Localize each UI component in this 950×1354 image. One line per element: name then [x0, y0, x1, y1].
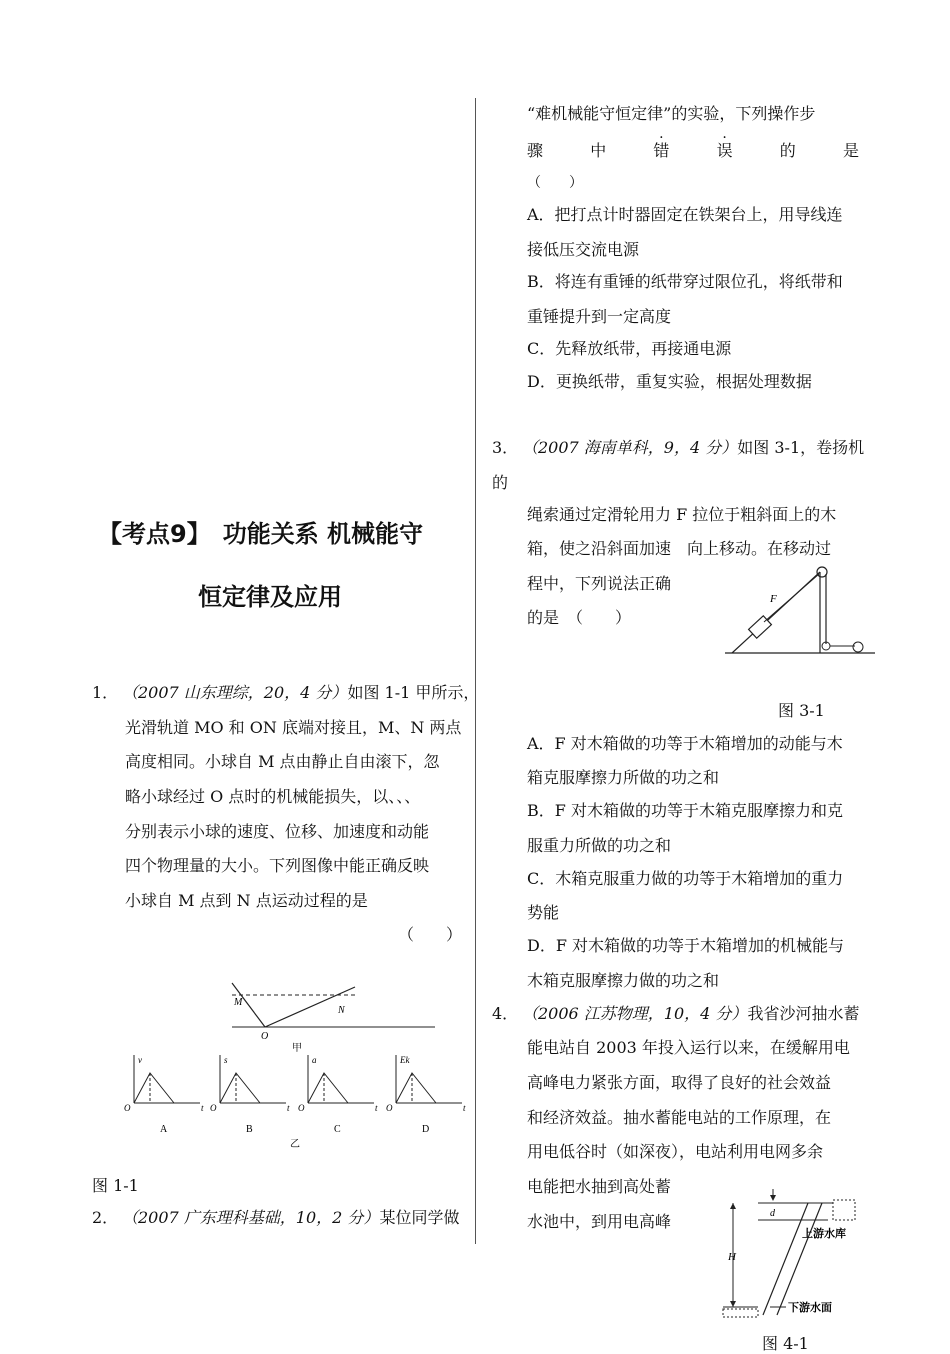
q1-text-line: 高度相同。小球自 M 点由静止自由滚下，忽 [125, 752, 440, 771]
figure-1-1 [120, 975, 470, 1155]
q3-option: 势能 [527, 903, 560, 922]
q1-text-line: 如图 1-1 甲所示， [347, 683, 480, 702]
q2-spread-line: 骤 中 错 · 误 · 的 是 [527, 141, 859, 161]
graph-label-B: B [246, 1124, 253, 1135]
q1-answer-blank: （ ） [398, 925, 463, 944]
label-lower-water: 下游水面 [788, 1302, 832, 1314]
q3-option: C．木箱克服重力做的功等于木箱增加的重力 [527, 869, 844, 888]
column-divider [475, 98, 476, 1244]
caption-yi: 乙 [290, 1139, 300, 1150]
t-axis-label: t [287, 1103, 290, 1113]
axis-label-ek: Ek [400, 1055, 410, 1065]
q3-text-line: 的是 （ ） [527, 608, 632, 627]
label-F: F [770, 593, 777, 605]
figure-4-1-caption: 图 4-1 [762, 1334, 809, 1353]
label-O: O [261, 1031, 269, 1042]
q4-text-line: 电能把水抽到高处蓄 [527, 1177, 672, 1196]
origin-label: O [210, 1103, 217, 1113]
q3-text-line: 箱，使之沿斜面加速 向上移动。在移动过 [527, 539, 832, 558]
q2-text-line: “难机械能守恒定律”的实验，下列操作步 [527, 104, 816, 123]
q4-text-line: 高峰电力紧张方面，取得了良好的社会效益 [527, 1073, 832, 1092]
q2-option: 重锤提升到一定高度 [527, 307, 672, 326]
q3-option: A．F 对木箱做的功等于木箱增加的动能与木 [527, 734, 843, 753]
q2-option: C．先释放纸带，再接通电源 [527, 339, 732, 358]
q4-text-line: 和经济效益。抽水蓄能电站的工作原理，在 [527, 1108, 832, 1127]
emphasis-char: 误 · [717, 141, 733, 161]
axis-label-s: s [224, 1055, 228, 1065]
q3-number: 3． [492, 438, 519, 457]
q2-source: （2007 广东理科基础，10，2 分） [122, 1208, 380, 1227]
q3-source: （2007 海南单科，9，4 分） [522, 438, 738, 457]
q2-option: A．把打点计时器固定在铁架台上，用导线连 [527, 205, 843, 224]
t-axis-label: t [201, 1103, 204, 1113]
q3-text-line: 的 [492, 473, 509, 492]
axis-label-a: a [312, 1055, 317, 1065]
t-axis-label: t [463, 1103, 466, 1113]
figure-3-1 [720, 560, 880, 660]
q4-text-line: 水池中，到用电高峰 [527, 1212, 672, 1231]
q3-text-line: 如图 3-1，卷扬机 [737, 438, 865, 457]
label-d: d [770, 1208, 775, 1219]
graph-A [124, 1055, 204, 1135]
q3-text-line: 绳索通过定滑轮用力 F 拉位于粗斜面上的木 [527, 505, 837, 524]
q3-option: 箱克服摩擦力所做的功之和 [527, 768, 720, 787]
origin-label: O [124, 1103, 131, 1113]
q1-text-line: 小球自 M 点到 N 点运动过程的是 [125, 891, 368, 910]
q1-number: 1． [92, 683, 119, 702]
q4-text-line: 用电低谷时（如深夜），电站利用电网多余 [527, 1142, 824, 1161]
origin-label: O [386, 1103, 393, 1113]
label-N: N [338, 1005, 345, 1016]
q3-text-line: 程中，下列说法正确 [527, 574, 672, 593]
graph-label-D: D [422, 1124, 430, 1135]
q1-source: （2007 山东理综，20，4 分） [122, 683, 348, 702]
label-H: H [728, 1251, 736, 1263]
graph-D [386, 1055, 466, 1135]
label-upper-reservoir: 上游水库 [802, 1228, 846, 1240]
axis-label-v: v [138, 1055, 142, 1065]
q1-text-line: 四个物理量的大小。下列图像中能正确反映 [125, 856, 430, 875]
q4-text-line: 我省沙河抽水蓄 [747, 1004, 860, 1023]
caption-jia: 甲 [292, 1043, 302, 1054]
q2-option: 接低压交流电源 [527, 240, 640, 259]
q3-option: 服重力所做的功之和 [527, 836, 672, 855]
graph-B [210, 1055, 290, 1135]
figure-4-1 [718, 1185, 868, 1325]
figure-3-1-caption: 图 3-1 [778, 701, 825, 720]
q2-option: B．将连有重锤的纸带穿过限位孔，将纸带和 [527, 272, 843, 291]
q2-text-line: 某位同学做 [379, 1208, 460, 1227]
section-title-line1: 【考点9】 功能关系 机械能守 [98, 520, 424, 548]
figure-1-1-caption: 图 1-1 [92, 1176, 139, 1195]
graph-label-C: C [334, 1124, 341, 1135]
q1-text-line: 光滑轨道 MO 和 ON 底端对接且，M、N 两点 [125, 718, 462, 737]
label-M: M [234, 997, 243, 1008]
q4-source: （2006 江苏物理，10，4 分） [522, 1004, 748, 1023]
q4-text-line: 能电站自 2003 年投入运行以来，在缓解用电 [527, 1038, 850, 1057]
q3-option: 木箱克服摩擦力做的功之和 [527, 971, 720, 990]
t-axis-label: t [375, 1103, 378, 1113]
q1-text-line: 略小球经过 O 点时的机械能损失，以、、、 [125, 787, 421, 806]
graph-C [298, 1055, 378, 1135]
section-title-line2: 恒定律及应用 [198, 583, 342, 611]
q3-option: B．F 对木箱做的功等于木箱克服摩擦力和克 [527, 801, 843, 820]
origin-label: O [298, 1103, 305, 1113]
emphasis-char: 错 · [653, 141, 669, 161]
track-diagram [232, 983, 435, 1054]
graph-label-A: A [160, 1124, 168, 1135]
q3-option: D．F 对木箱做的功等于木箱增加的机械能与 [527, 936, 845, 955]
q4-number: 4． [492, 1004, 519, 1023]
q2-answer-blank: （ ） [527, 175, 583, 191]
q1-text-line: 分别表示小球的速度、位移、加速度和动能 [125, 822, 430, 841]
q2-number: 2． [92, 1208, 119, 1227]
q2-option: D．更换纸带，重复实验，根据处理数据 [527, 372, 812, 391]
